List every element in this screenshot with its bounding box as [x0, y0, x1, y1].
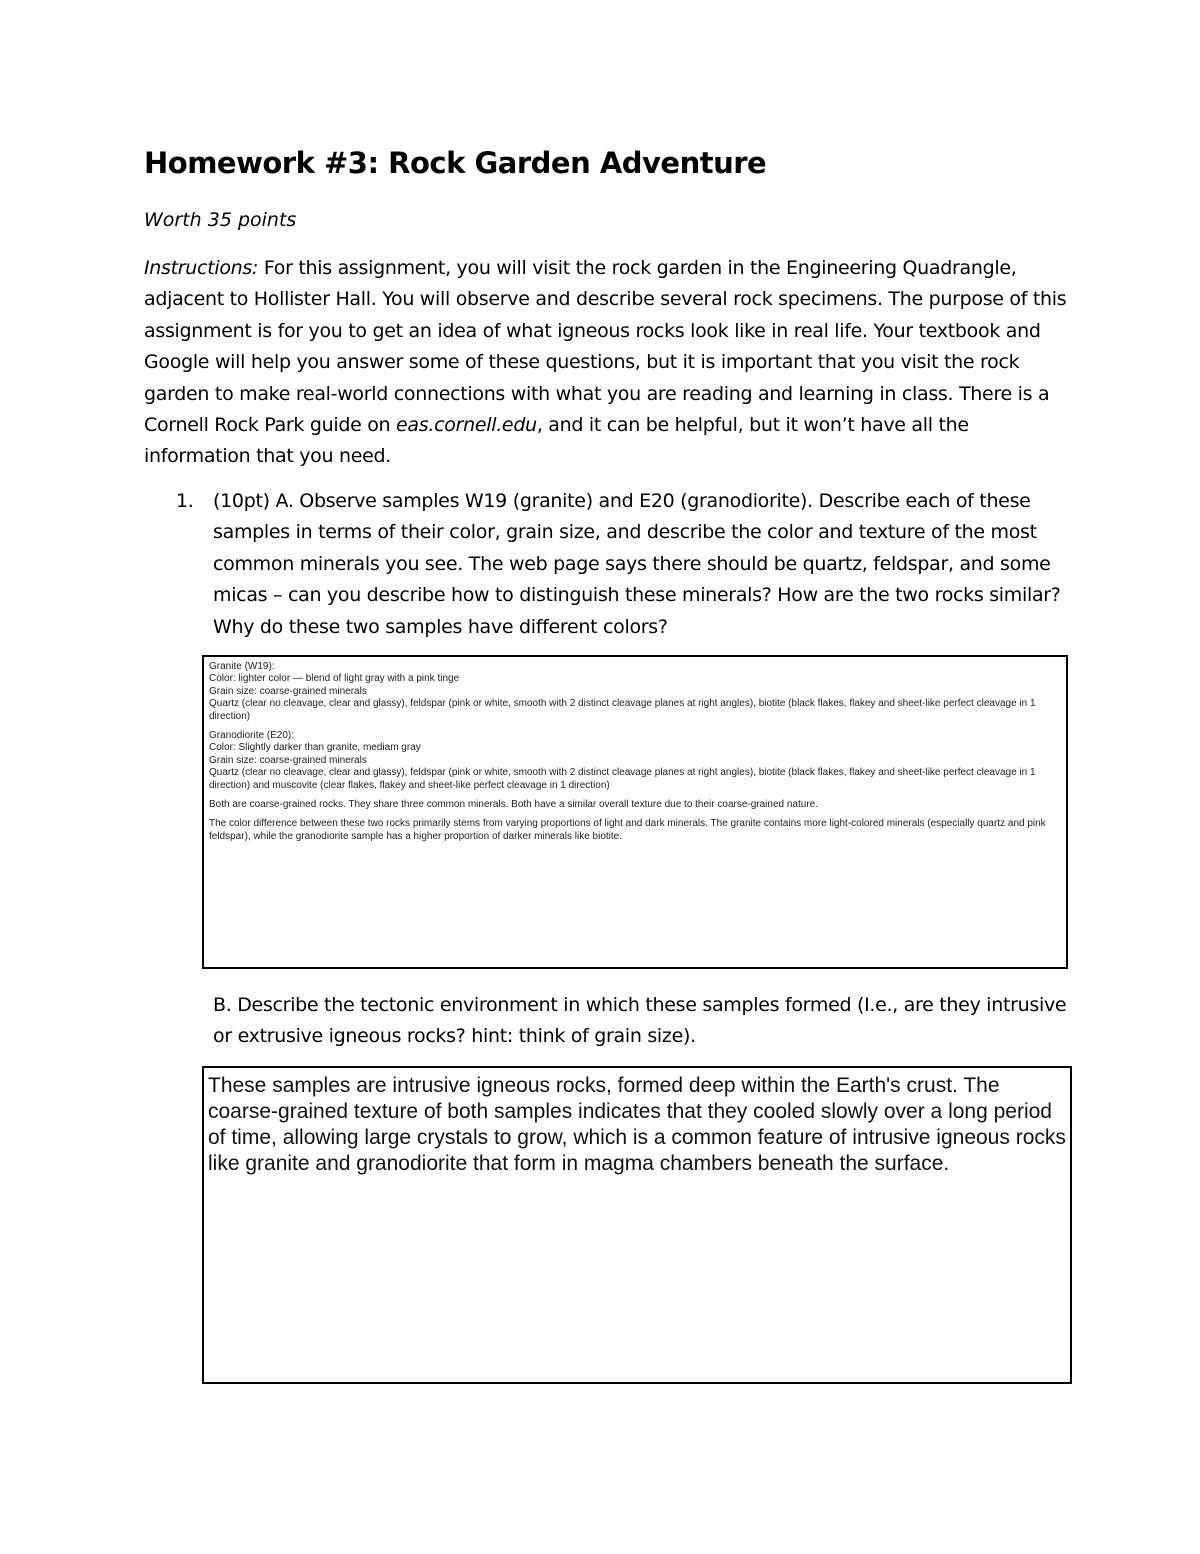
answer-box-1b[interactable]: These samples are intrusive igneous rocks, formed deep within the Earth's crust. The coarse-grained texture of both samples indicates that they cooled slowly over a long period of time, allowing large crystals to grow, which is a common feature of intrusive igneous rocks like granite and granodiorite that form in magma chambers beneath the surface.: [202, 1066, 1072, 1384]
similarity-text: Both are coarse-grained rocks. They share three common minerals. Both have a similar overall texture due to their coarse-grained nature.: [209, 799, 819, 811]
granodiorite-minerals: Quartz (clear no cleavage, clear and glassy), feldspar (pink or white, smooth with 2 distinct cleavage planes at right angles), biotite (black flakes, flakey and sheet-like perfect cleavage in 1 direction) and muscovite (clear flakes, flakey and sheet-like perfect cleavage in 1 direction): [209, 767, 1036, 791]
question-1a-text: (10pt) A. Observe samples W19 (granite) and E20 (granodiorite). Describe each of these samples in terms of their color, grain size, and describe the color and texture of the most common minerals you see. The web page says there should be quartz, feldspar, and some micas – can you describe how to distinguish these minerals? How are the two rocks similar? Why do these two samples have different colors?: [213, 490, 1061, 638]
guide-link: eas.cornell.edu: [396, 414, 537, 437]
granite-color: Color: lighter color — blend of light gray with a pink tinge: [209, 673, 460, 685]
instructions-label: Instructions:: [144, 257, 259, 279]
granodiorite-color: Color: Slightly darker than granite, mediam gray: [209, 742, 421, 754]
answer-box-1a[interactable]: [202, 655, 1068, 969]
similarity-block: [209, 799, 1061, 811]
granite-heading: Granite (W19):: [209, 661, 275, 672]
difference-text: The color difference between these two rocks primarily stems from varying proportions of light and dark minerals. The granite contains more light-colored minerals (especially quartz and pink feldspar), while the granodiorite sample has a higher proportion of darker minerals like biotite.: [209, 818, 1046, 842]
granite-grain-size: Grain size: coarse-grained minerals: [209, 685, 367, 697]
granodiorite-block: [209, 730, 1061, 792]
granite-block: [209, 661, 1061, 723]
instructions-text: For this assignment, you will visit the rock garden in the Engineering Quadrangle, adjacent to Hollister Hall. You will observe and describe several rock specimens. The purpose of this assignment is for you to get an idea of what igneous rocks look like in real life. Your textbook and Google will help you answer some of these questions, but it is important that you visit the rock garden to make real-world connections with what you are reading and learning in class. There is a Cornell Rock Park guide on: [144, 257, 1067, 437]
page-title: Homework #3: Rock Garden Adventure: [144, 146, 767, 180]
difference-block: [209, 818, 1061, 843]
instructions-text-end: , and it can be helpful, but it won’t have all the information that you need.: [144, 414, 969, 468]
granodiorite-heading: Granodiorite (E20):: [209, 730, 295, 742]
granodiorite-grain-size: Grain size: coarse-grained minerals: [209, 754, 367, 766]
points-worth: Worth 35 points: [144, 209, 297, 231]
granite-minerals: Quartz (clear no cleavage, clear and glassy), feldspar (pink or white, smooth with 2 distinct cleavage planes at right angles), biotite (black flakes, flakey and sheet-like perfect cleavage in 1 direction): [209, 698, 1036, 722]
question-1b-text: B. Describe the tectonic environment in which these samples formed (I.e., are they intrusive or extrusive igneous rocks? hint: think of grain size).: [213, 994, 1067, 1048]
question-number: 1.: [176, 490, 194, 512]
instructions-paragraph: [144, 253, 1074, 473]
